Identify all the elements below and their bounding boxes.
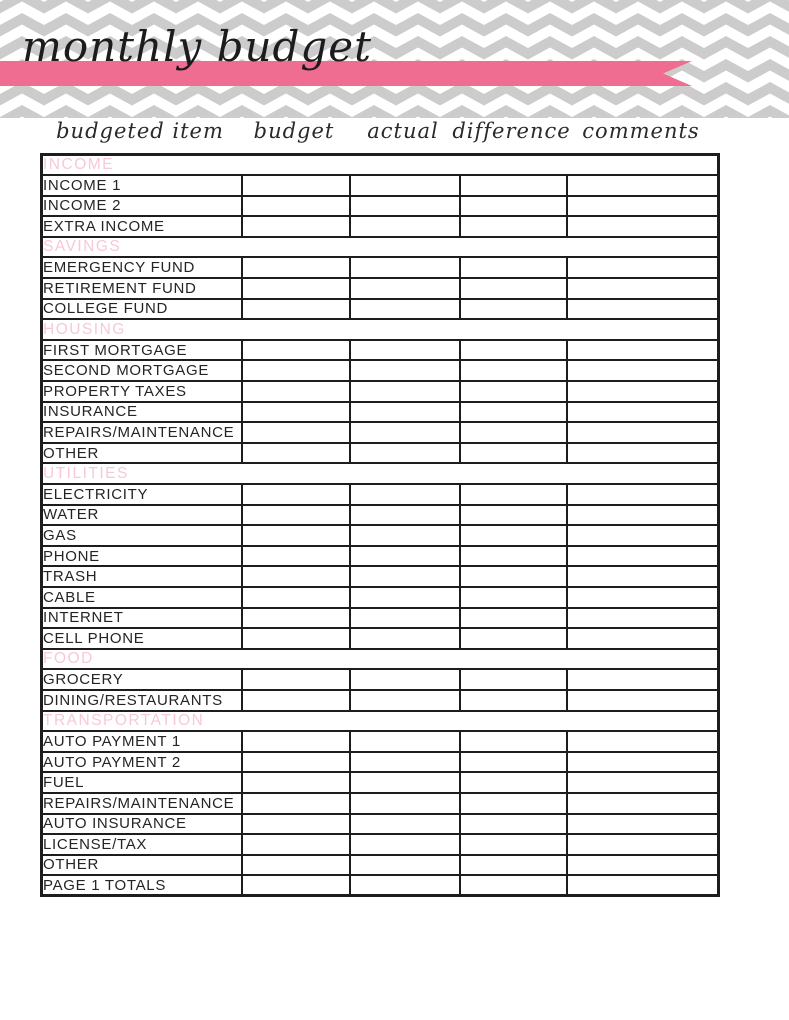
blank-entry-cell-difference — [460, 525, 567, 546]
table-row — [42, 402, 719, 423]
blank-entry-cell-difference — [460, 175, 567, 196]
column-header-actual: actual — [367, 119, 439, 143]
table-row — [42, 196, 719, 217]
blank-entry-cell-actual — [350, 299, 460, 320]
blank-entry-cell-difference — [460, 875, 567, 896]
table-row — [42, 669, 719, 690]
blank-entry-cell-difference — [460, 360, 567, 381]
item-label-cell: ELECTRICITY — [42, 484, 242, 505]
section-header-row — [42, 237, 719, 258]
blank-entry-cell-comments — [567, 566, 719, 587]
section-header-row — [42, 319, 719, 340]
blank-entry-cell-actual — [350, 731, 460, 752]
blank-entry-cell-comments — [567, 793, 719, 814]
blank-entry-cell-comments — [567, 752, 719, 773]
blank-entry-cell-difference — [460, 216, 567, 237]
blank-entry-cell-comments — [567, 628, 719, 649]
blank-entry-cell-budget — [242, 690, 350, 711]
table-row — [42, 505, 719, 526]
blank-entry-cell-difference — [460, 669, 567, 690]
blank-entry-cell-budget — [242, 278, 350, 299]
totals-label-cell: PAGE 1 TOTALS — [42, 875, 242, 896]
item-label-cell: EXTRA INCOME — [42, 216, 242, 237]
table-row — [42, 525, 719, 546]
budget-table — [40, 153, 720, 897]
blank-entry-cell-actual — [350, 402, 460, 423]
blank-entry-cell-comments — [567, 587, 719, 608]
blank-entry-cell-difference — [460, 278, 567, 299]
item-label-cell: GAS — [42, 525, 242, 546]
item-label-cell: INTERNET — [42, 608, 242, 629]
table-row — [42, 793, 719, 814]
blank-entry-cell-actual — [350, 608, 460, 629]
table-row — [42, 608, 719, 629]
blank-entry-cell-actual — [350, 505, 460, 526]
blank-entry-cell-budget — [242, 443, 350, 464]
blank-entry-cell-comments — [567, 855, 719, 876]
item-label-cell: DINING/RESTAURANTS — [42, 690, 242, 711]
blank-entry-cell-difference — [460, 834, 567, 855]
blank-entry-cell-budget — [242, 834, 350, 855]
table-row — [42, 360, 719, 381]
blank-entry-cell-difference — [460, 257, 567, 278]
blank-entry-cell-budget — [242, 360, 350, 381]
table-row — [42, 257, 719, 278]
blank-entry-cell-actual — [350, 278, 460, 299]
blank-entry-cell-budget — [242, 525, 350, 546]
blank-entry-cell-actual — [350, 669, 460, 690]
blank-entry-cell-difference — [460, 690, 567, 711]
blank-entry-cell-difference — [460, 628, 567, 649]
section-label: FOOD — [42, 649, 719, 670]
table-row — [42, 587, 719, 608]
blank-entry-cell-comments — [567, 278, 719, 299]
blank-entry-cell-comments — [567, 402, 719, 423]
blank-entry-cell-actual — [350, 690, 460, 711]
table-row — [42, 772, 719, 793]
item-label-cell: AUTO PAYMENT 2 — [42, 752, 242, 773]
table-row — [42, 484, 719, 505]
table-row — [42, 340, 719, 361]
blank-entry-cell-difference — [460, 587, 567, 608]
item-label-cell: COLLEGE FUND — [42, 299, 242, 320]
blank-entry-cell-comments — [567, 196, 719, 217]
blank-entry-cell-budget — [242, 505, 350, 526]
item-label-cell: PHONE — [42, 546, 242, 567]
section-label: TRANSPORTATION — [42, 711, 719, 732]
table-row — [42, 422, 719, 443]
blank-entry-cell-actual — [350, 587, 460, 608]
blank-entry-cell-difference — [460, 608, 567, 629]
blank-entry-cell-comments — [567, 772, 719, 793]
table-row — [42, 628, 719, 649]
blank-entry-cell-actual — [350, 566, 460, 587]
blank-entry-cell-difference — [460, 340, 567, 361]
blank-entry-cell-difference — [460, 752, 567, 773]
blank-entry-cell-budget — [242, 196, 350, 217]
item-label-cell: TRASH — [42, 566, 242, 587]
table-row — [42, 216, 719, 237]
blank-entry-cell-actual — [350, 257, 460, 278]
totals-row — [42, 875, 719, 896]
section-label: SAVINGS — [42, 237, 719, 258]
table-row — [42, 855, 719, 876]
blank-entry-cell-comments — [567, 360, 719, 381]
blank-entry-cell-difference — [460, 381, 567, 402]
blank-entry-cell-actual — [350, 855, 460, 876]
blank-entry-cell-actual — [350, 546, 460, 567]
blank-entry-cell-actual — [350, 834, 460, 855]
blank-entry-cell-comments — [567, 443, 719, 464]
item-label-cell: LICENSE/TAX — [42, 834, 242, 855]
section-label: UTILITIES — [42, 463, 719, 484]
column-headers — [0, 110, 789, 152]
blank-entry-cell-actual — [350, 175, 460, 196]
column-header-difference: difference — [452, 119, 571, 143]
section-label: HOUSING — [42, 319, 719, 340]
blank-entry-cell-budget — [242, 587, 350, 608]
blank-entry-cell-comments — [567, 608, 719, 629]
blank-entry-cell-budget — [242, 257, 350, 278]
blank-entry-cell-comments — [567, 216, 719, 237]
blank-entry-cell-budget — [242, 566, 350, 587]
blank-entry-cell-actual — [350, 525, 460, 546]
blank-entry-cell-budget — [242, 340, 350, 361]
table-row — [42, 566, 719, 587]
blank-entry-cell-comments — [567, 257, 719, 278]
blank-entry-cell-comments — [567, 525, 719, 546]
blank-entry-cell-difference — [460, 772, 567, 793]
table-row — [42, 814, 719, 835]
blank-entry-cell-budget — [242, 484, 350, 505]
blank-entry-cell-budget — [242, 402, 350, 423]
blank-entry-cell-difference — [460, 484, 567, 505]
blank-entry-cell-actual — [350, 752, 460, 773]
blank-entry-cell-budget — [242, 175, 350, 196]
table-row — [42, 278, 719, 299]
blank-entry-cell-actual — [350, 381, 460, 402]
blank-entry-cell-comments — [567, 546, 719, 567]
section-header-row — [42, 463, 719, 484]
item-label-cell: INCOME 2 — [42, 196, 242, 217]
table-row — [42, 175, 719, 196]
blank-entry-cell-budget — [242, 793, 350, 814]
blank-entry-cell-difference — [460, 793, 567, 814]
blank-entry-cell-difference — [460, 422, 567, 443]
blank-entry-cell-actual — [350, 814, 460, 835]
blank-entry-cell-actual — [350, 772, 460, 793]
blank-entry-cell-actual — [350, 360, 460, 381]
blank-entry-cell-comments — [567, 690, 719, 711]
blank-entry-cell-budget — [242, 772, 350, 793]
table-row — [42, 443, 719, 464]
blank-entry-cell-actual — [350, 216, 460, 237]
item-label-cell: FIRST MORTGAGE — [42, 340, 242, 361]
blank-entry-cell-budget — [242, 299, 350, 320]
table-row — [42, 546, 719, 567]
table-row — [42, 690, 719, 711]
blank-entry-cell-actual — [350, 793, 460, 814]
blank-entry-cell-budget — [242, 422, 350, 443]
blank-entry-cell-difference — [460, 505, 567, 526]
blank-entry-cell-comments — [567, 175, 719, 196]
blank-entry-cell-difference — [460, 731, 567, 752]
blank-entry-cell-difference — [460, 299, 567, 320]
item-label-cell: AUTO INSURANCE — [42, 814, 242, 835]
page-title: monthly budget — [22, 22, 373, 71]
blank-entry-cell-actual — [350, 628, 460, 649]
item-label-cell: WATER — [42, 505, 242, 526]
item-label-cell: FUEL — [42, 772, 242, 793]
blank-entry-cell-difference — [460, 402, 567, 423]
blank-entry-cell-actual — [350, 196, 460, 217]
table-row — [42, 752, 719, 773]
blank-entry-cell-actual — [350, 875, 460, 896]
blank-entry-cell-comments — [567, 381, 719, 402]
blank-entry-cell-difference — [460, 196, 567, 217]
column-header-comments: comments — [582, 119, 700, 143]
blank-entry-cell-budget — [242, 855, 350, 876]
blank-entry-cell-budget — [242, 731, 350, 752]
section-header-row — [42, 649, 719, 670]
blank-entry-cell-difference — [460, 443, 567, 464]
blank-entry-cell-budget — [242, 381, 350, 402]
blank-entry-cell-comments — [567, 340, 719, 361]
blank-entry-cell-comments — [567, 669, 719, 690]
item-label-cell: GROCERY — [42, 669, 242, 690]
blank-entry-cell-budget — [242, 752, 350, 773]
column-header-budgeted-item: budgeted item — [56, 119, 224, 143]
blank-entry-cell-comments — [567, 484, 719, 505]
blank-entry-cell-comments — [567, 875, 719, 896]
blank-entry-cell-budget — [242, 875, 350, 896]
blank-entry-cell-actual — [350, 340, 460, 361]
item-label-cell: CELL PHONE — [42, 628, 242, 649]
section-header-row — [42, 155, 719, 176]
item-label-cell: SECOND MORTGAGE — [42, 360, 242, 381]
item-label-cell: PROPERTY TAXES — [42, 381, 242, 402]
item-label-cell: OTHER — [42, 443, 242, 464]
table-row — [42, 834, 719, 855]
blank-entry-cell-budget — [242, 546, 350, 567]
chevron-pattern — [0, 0, 789, 118]
blank-entry-cell-budget — [242, 608, 350, 629]
blank-entry-cell-actual — [350, 443, 460, 464]
item-label-cell: INSURANCE — [42, 402, 242, 423]
chevron-stripe — [0, 0, 789, 14]
blank-entry-cell-comments — [567, 505, 719, 526]
blank-entry-cell-budget — [242, 669, 350, 690]
blank-entry-cell-budget — [242, 814, 350, 835]
table-row — [42, 299, 719, 320]
column-header-budget: budget — [253, 119, 335, 143]
item-label-cell: EMERGENCY FUND — [42, 257, 242, 278]
item-label-cell: AUTO PAYMENT 1 — [42, 731, 242, 752]
blank-entry-cell-difference — [460, 566, 567, 587]
table-row — [42, 381, 719, 402]
blank-entry-cell-comments — [567, 422, 719, 443]
table-row — [42, 731, 719, 752]
blank-entry-cell-comments — [567, 731, 719, 752]
blank-entry-cell-difference — [460, 814, 567, 835]
blank-entry-cell-comments — [567, 834, 719, 855]
item-label-cell: RETIREMENT FUND — [42, 278, 242, 299]
blank-entry-cell-difference — [460, 546, 567, 567]
blank-entry-cell-comments — [567, 814, 719, 835]
blank-entry-cell-budget — [242, 628, 350, 649]
section-label: INCOME — [42, 155, 719, 176]
item-label-cell: REPAIRS/MAINTENANCE — [42, 422, 242, 443]
item-label-cell: CABLE — [42, 587, 242, 608]
blank-entry-cell-comments — [567, 299, 719, 320]
blank-entry-cell-actual — [350, 422, 460, 443]
item-label-cell: REPAIRS/MAINTENANCE — [42, 793, 242, 814]
item-label-cell: OTHER — [42, 855, 242, 876]
section-header-row — [42, 711, 719, 732]
blank-entry-cell-actual — [350, 484, 460, 505]
blank-entry-cell-budget — [242, 216, 350, 237]
item-label-cell: INCOME 1 — [42, 175, 242, 196]
blank-entry-cell-difference — [460, 855, 567, 876]
